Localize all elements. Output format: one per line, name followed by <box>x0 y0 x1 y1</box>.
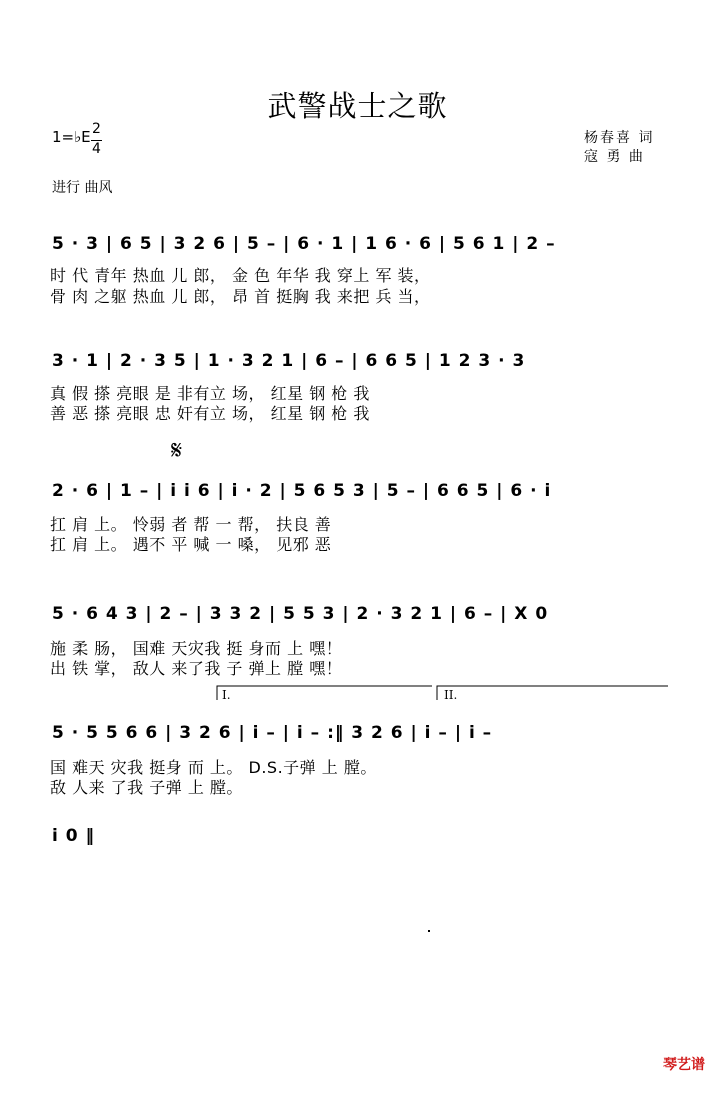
key-signature: 1=♭E <box>52 128 91 146</box>
time-signature-top: 2 <box>92 121 101 137</box>
lyric-row-5-verse-2: 敌 人来 了我 子弹 上 膛。 <box>50 778 243 797</box>
lyric-row-1-verse-2: 骨 肉 之躯 热血 儿 郎， 昂 首 挺胸 我 来把 兵 当， <box>50 287 431 306</box>
lyric-row-4-verse-2: 出 铁 掌， 敌人 来了我 子 弹上 膛 嘿！ <box>50 659 343 678</box>
tempo-marking: 进行 曲风 <box>52 180 113 196</box>
volta-first-label: I. <box>222 688 231 702</box>
notation-row-1: 5 · 3 | 6 5 | 3 2 6 | 5 – | 6 · 1 | 1 6 · 6 | 5 6 1 | 2 – <box>52 234 556 254</box>
composer-credit: 寇 勇 曲 <box>584 149 645 165</box>
stray-dot <box>428 930 430 932</box>
lyric-row-1-verse-1: 时 代 青年 热血 儿 郎， 金 色 年华 我 穿上 军 装， <box>50 266 431 285</box>
watermark-logo: 琴艺谱 <box>663 1057 705 1073</box>
lyric-row-2-verse-2: 善 恶 搽 亮眼 忠 奸有立 场， 红星 钢 枪 我 <box>50 404 370 423</box>
notation-row-4: 5 · 6 4 3 | 2 – | 3 3 2 | 5 5 3 | 2 · 3 2 1 | 6 – | X 0 <box>52 604 549 624</box>
notation-row-5: 5 · 5 5 6 6 | 3 2 6 | i – | i – :‖ 3 2 6 | i – | i – <box>52 723 493 743</box>
lyricist-credit: 杨春喜 词 <box>584 130 655 146</box>
lyric-row-2-verse-1: 真 假 搽 亮眼 是 非有立 场， 红星 钢 枪 我 <box>50 384 370 403</box>
volta-second-label: II. <box>444 688 458 702</box>
lyric-row-4-verse-1: 施 柔 肠， 国难 天灾我 挺 身而 上 嘿！ <box>50 639 343 658</box>
segno-sign: 𝄋 <box>171 436 183 466</box>
time-signature-bottom: 4 <box>92 141 101 157</box>
lyric-row-5-verse-1: 国 难天 灾我 挺身 而 上。 D.S.子弹 上 膛。 <box>50 758 377 777</box>
song-title: 武警战士之歌 <box>267 89 448 123</box>
notation-row-3: 2 · 6 | 1 – | i i 6 | i · 2 | 5 6 5 3 | 5 – | 6 6 5 | 6 · i <box>52 481 552 501</box>
notation-row-6: i 0 ‖ <box>52 826 95 846</box>
lyric-row-3-verse-2: 扛 肩 上。 遇不 平 喊 一 嗓， 见邪 恶 <box>50 535 332 554</box>
lyric-row-3-verse-1: 扛 肩 上。 怜弱 者 帮 一 帮， 扶良 善 <box>50 515 332 534</box>
notation-row-2: 3 · 1 | 2 · 3 5 | 1 · 3 2 1 | 6 – | 6 6 5 | 1 2 3 · 3 <box>52 351 526 371</box>
